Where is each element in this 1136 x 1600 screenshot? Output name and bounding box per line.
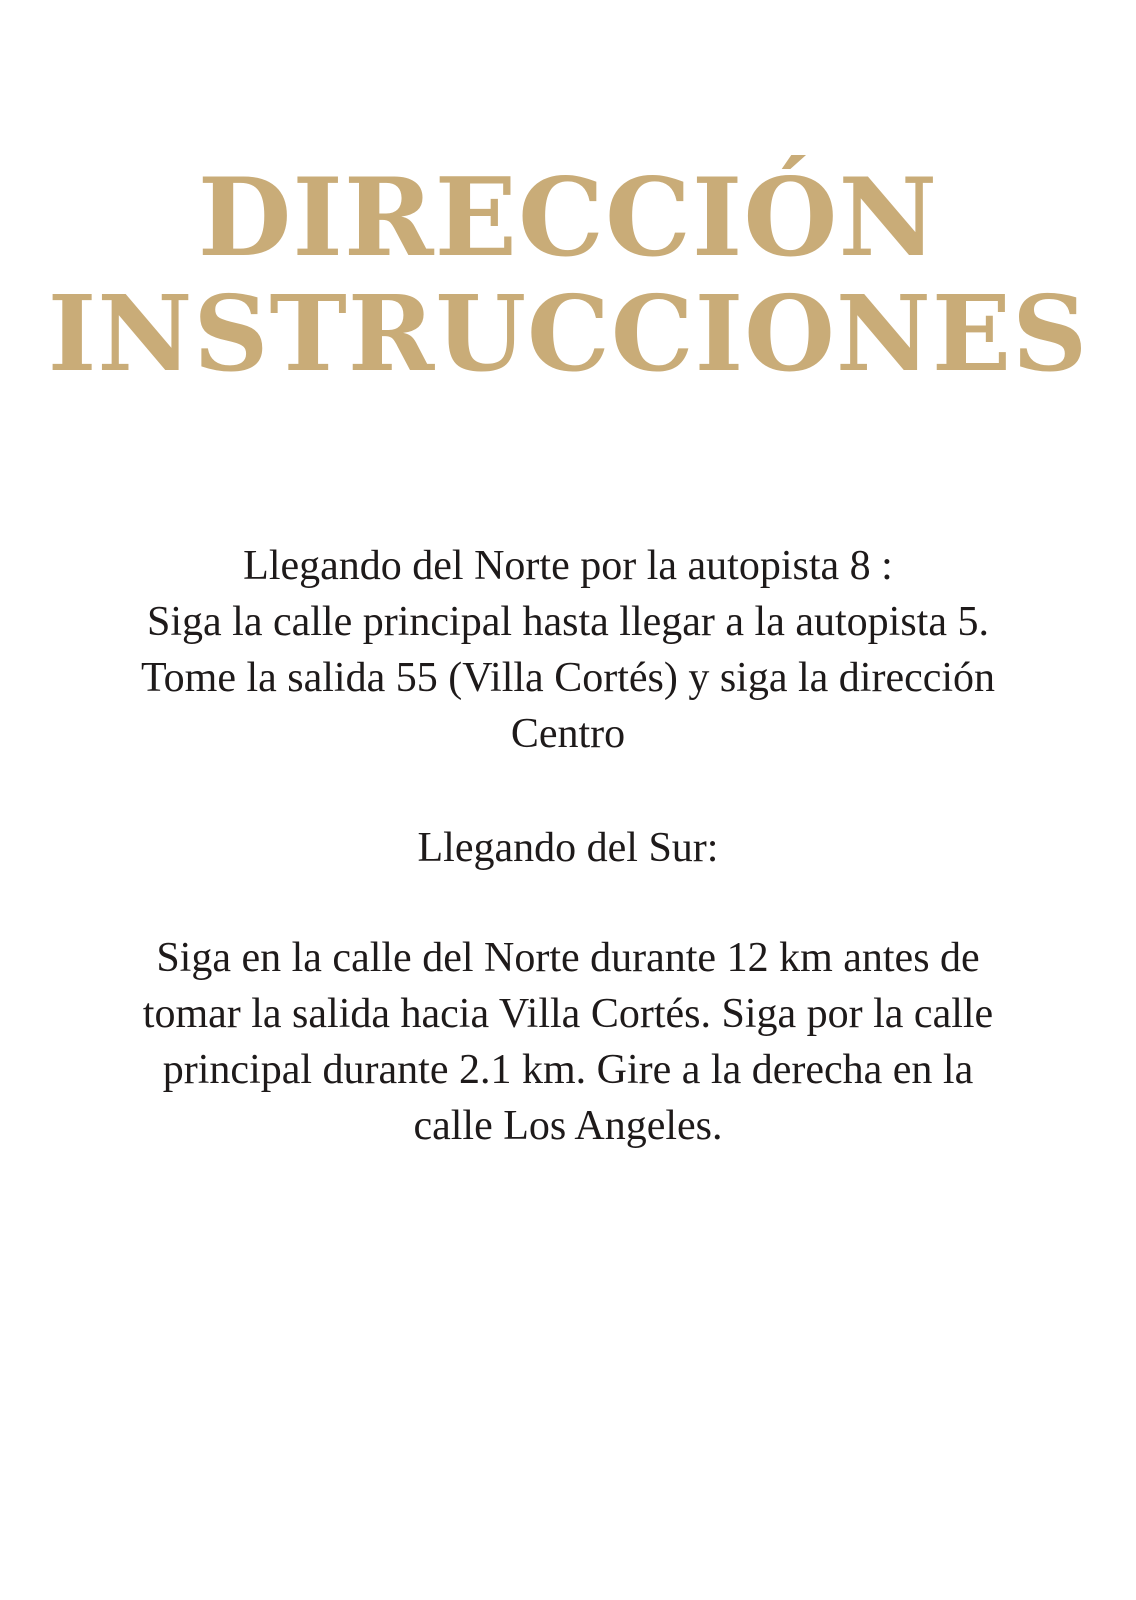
south-heading: Llegando del Sur: [417,825,719,871]
north-heading: Llegando del Norte por la autopista 8 : [243,543,893,589]
title-line-instrucciones: INSTRUCCIONES [47,272,1089,395]
south-step-line: tomar la salida hacia Villa Cortés. Siga por la calle [142,991,994,1037]
page-title [0,155,1136,395]
north-step-line: Tome la salida 55 (Villa Cortés) y siga la dirección [140,655,996,701]
north-step-line: Centro [510,711,626,757]
title-line-direccion: DIRECCIÓN [197,155,939,281]
south-step-line: Siga en la calle del Norte durante 12 km antes de [156,935,980,981]
north-directions [90,538,1046,762]
north-step-line: Siga la calle principal hasta llegar a la autopista 5. [146,599,989,645]
south-step-line: principal durante 2.1 km. Gire a la derecha en la [162,1047,974,1093]
south-directions [90,930,1046,1154]
south-step-line: calle Los Angeles. [413,1103,723,1149]
